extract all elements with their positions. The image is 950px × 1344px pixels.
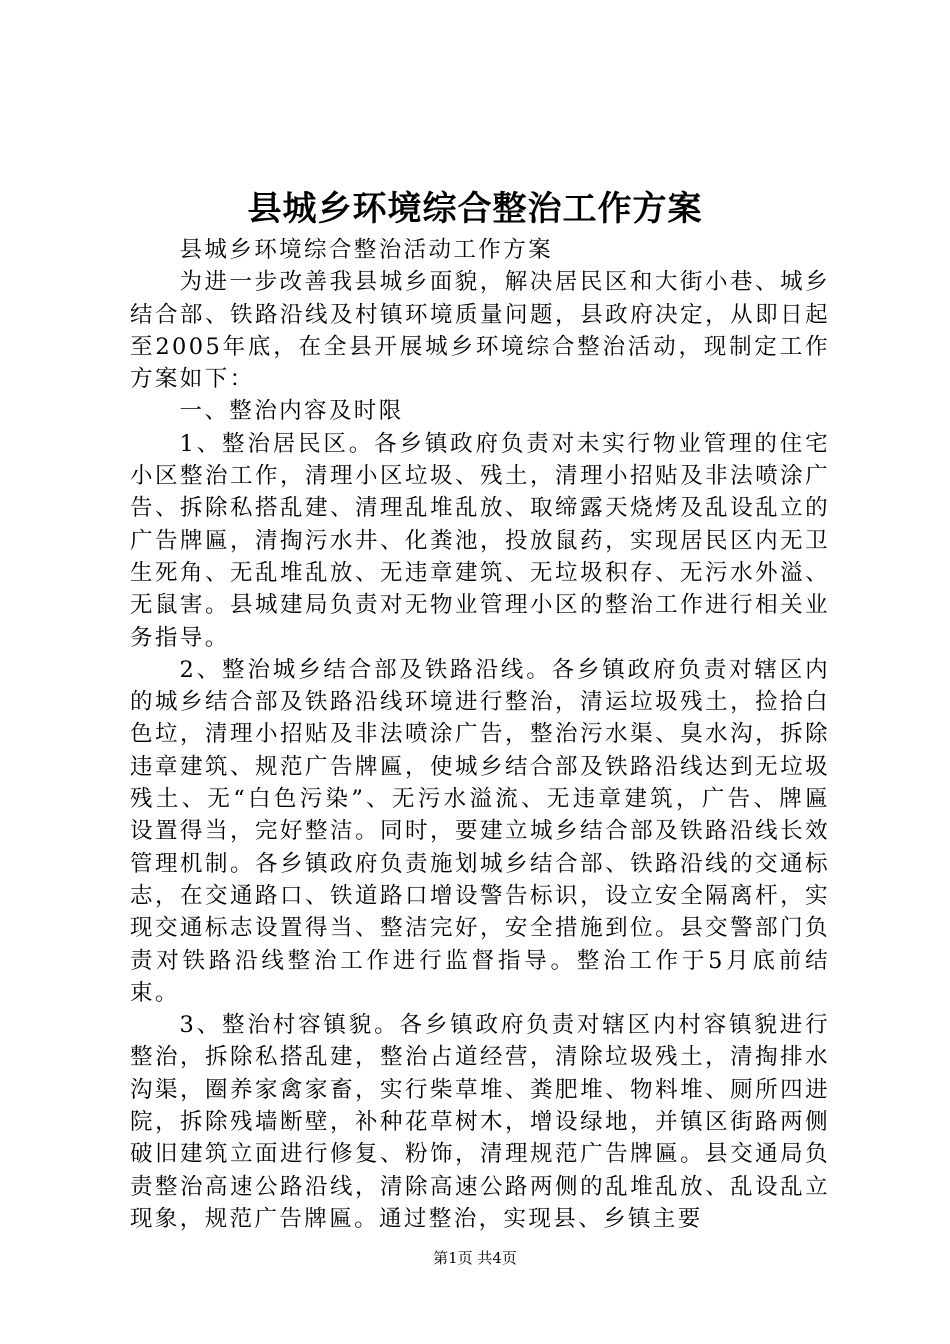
document-title: 县城乡环境综合整治工作方案 (247, 189, 703, 229)
document-body (130, 234, 830, 1235)
paragraph-item-3: 3、整治村容镇貌。各乡镇政府负责对辖区内村容镇貌进行整治，拆除私搭乱建，整治占道经营，清除垃圾残土，清掏排水沟渠，圈养家禽家畜，实行柴草堆、粪肥堆、物料堆、厕所四进院，拆除残墙断壁，补种花草树木，增设绿地，并镇区街路两侧破旧建筑立面进行修复、粉饰，清理规范广告牌匾。县交通局负责整治高速公路沿线，清除高速公路两侧的乱堆乱放、乱设乱立现象，规范广告牌匾。通过整治，实现县、乡镇主要 (130, 1012, 830, 1232)
paragraph-item-2: 2、整治城乡结合部及铁路沿线。各乡镇政府负责对辖区内的城乡结合部及铁路沿线环境进行整治，清运垃圾残土，捡拾白色垃，清理小招贴及非法喷涂广告，整治污水渠、臭水沟，拆除违章建筑、规范广告牌匾，使城乡结合部及铁路沿线达到无垃圾残土、无“白色污染”、无污水溢流、无违章建筑，广告、牌匾设置得当，完好整洁。同时，要建立城乡结合部及铁路沿线长效管理机制。各乡镇政府负责施划城乡结合部、铁路沿线的交通标志，在交通路口、铁道路口增设警告标识，设立安全隔离杆，实现交通标志设置得当、整洁完好，安全措施到位。县交警部门负责对铁路沿线整治工作进行监督指导。整治工作于5月底前结束。 (130, 656, 830, 1006)
paragraph-subtitle: 县城乡环境综合整治活动工作方案 (179, 237, 554, 263)
section-heading: 一、整治内容及时限 (179, 398, 404, 425)
page-number-footer: 第1页 共4页 (433, 1249, 517, 1267)
paragraph-item-1: 1、整治居民区。各乡镇政府负责对未实行物业管理的住宅小区整治工作，清理小区垃圾、残土，清理小招贴及非法喷涂广告、拆除私搭乱建、清理乱堆乱放、取缔露天烧烤及乱设乱立的广告牌匾，清掏污水井、化粪池，投放鼠药，实现居民区内无卫生死角、无乱堆乱放、无违章建筑、无垃圾积存、无污水外溢、无鼠害。县城建局负责对无物业管理小区的整治工作进行相关业务指导。 (130, 430, 830, 651)
paragraph-intro: 为进一步改善我县城乡面貌，解决居民区和大街小巷、城乡结合部、铁路沿线及村镇环境质量问题，县政府决定，从即日起至2005年底，在全县开展城乡环境综合整治活动，现制定工作方案如下： (130, 269, 830, 393)
